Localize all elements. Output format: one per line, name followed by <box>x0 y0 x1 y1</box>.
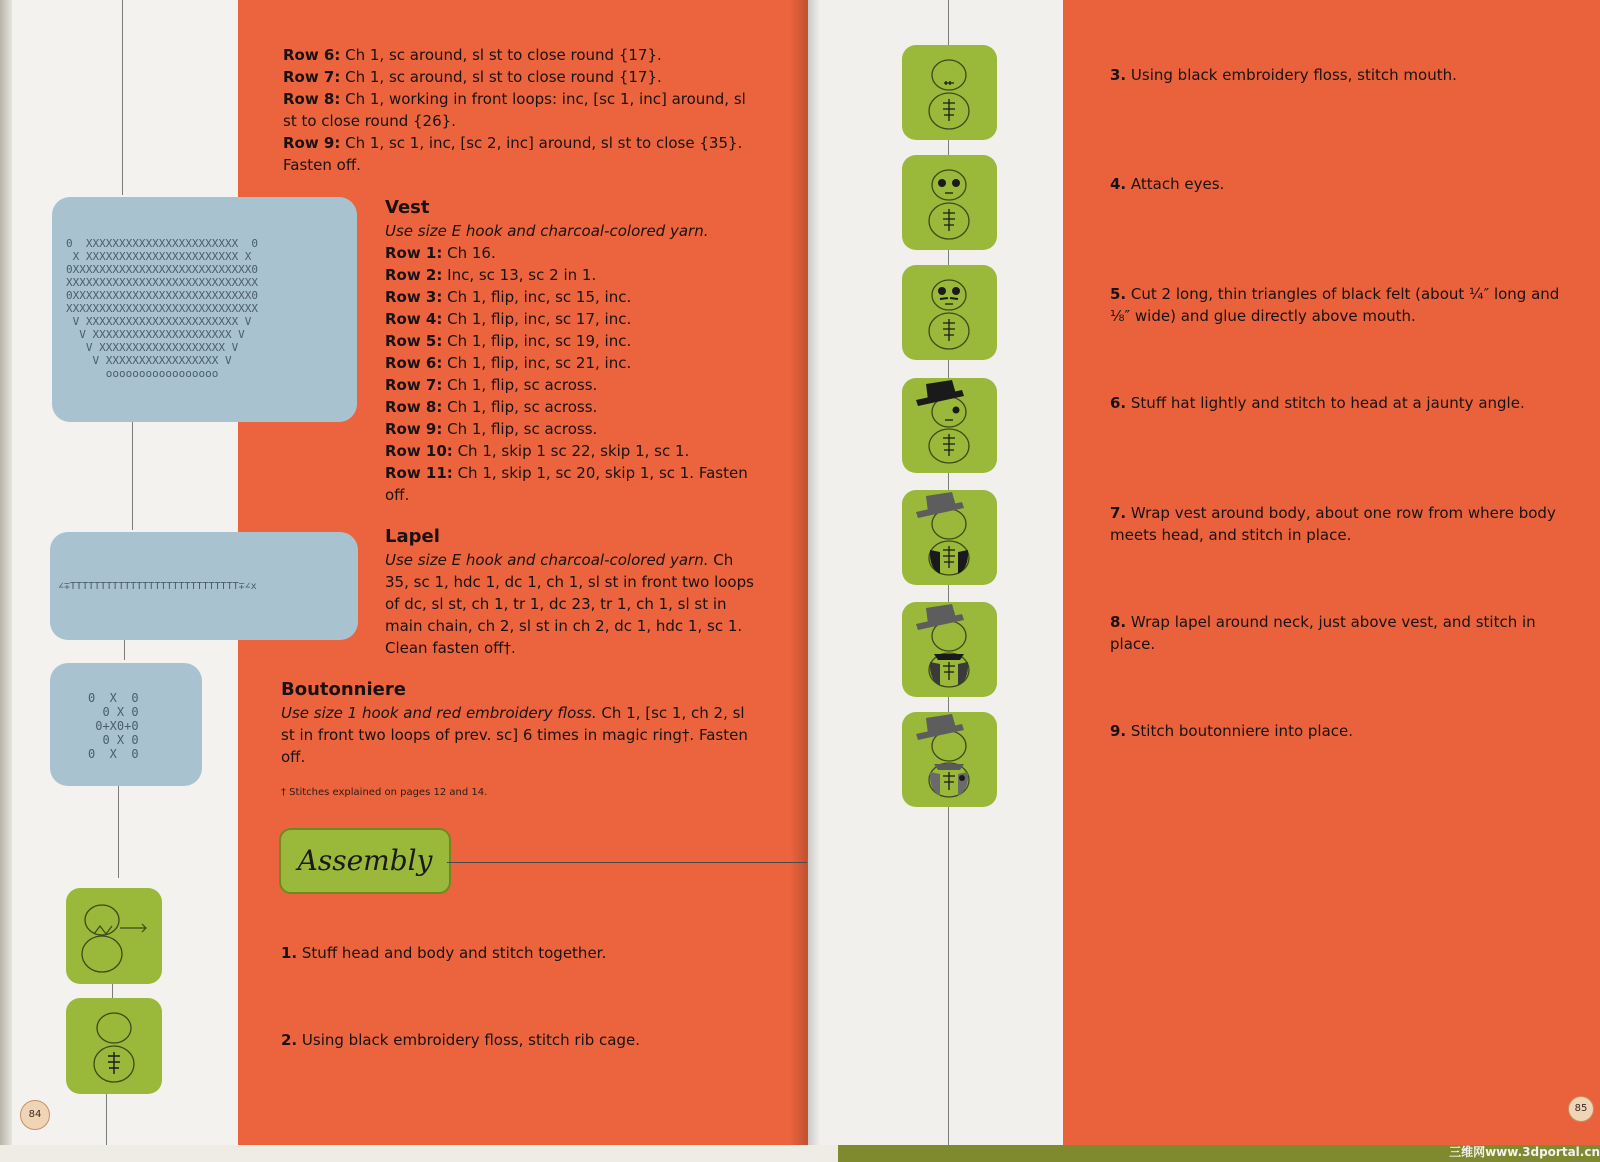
doll-felt-icon <box>902 265 997 360</box>
pattern-row: Row 6: Ch 1, flip, inc, sc 21, inc. <box>385 354 632 372</box>
pattern-row: Row 8: Ch 1, flip, sc across. <box>385 398 598 416</box>
pattern-row: Row 9: Ch 1, sc 1, inc, [sc 2, inc] around, sl st to close {35}. Fasten off. <box>283 134 743 174</box>
doll-vest-icon <box>902 490 997 585</box>
step-illustration-5 <box>902 265 997 360</box>
assembly-step-3: 3. Using black embroidery floss, stitch mouth. <box>1110 66 1457 84</box>
step-illustration-4 <box>902 155 997 250</box>
vest-section <box>385 196 755 506</box>
boutonniere-title: Boutonniere <box>281 679 406 700</box>
step-illustration-1 <box>66 888 162 984</box>
lapel-instructions: Use size E hook and charcoal-colored yarn. Ch 35, sc 1, hdc 1, dc 1, ch 1, sl st in front two loops of dc, sl st, ch 1, tr 1, dc 23, tr 1, ch 1, sl st in main chain, ch 2, sl st in ch 2, dc 1, hdc 1, sc 1. Clean fasten off†. <box>385 551 754 657</box>
assembly-step-6: 6. Stuff hat lightly and stitch to head at a jaunty angle. <box>1110 394 1525 412</box>
pattern-row: Row 3: Ch 1, flip, inc, sc 15, inc. <box>385 288 632 306</box>
vest-title: Vest <box>385 197 430 218</box>
book-edge <box>0 0 12 1145</box>
step-illustration-7 <box>902 490 997 585</box>
doll-ribcage-icon <box>66 998 162 1094</box>
boutonniere-instructions: Use size 1 hook and red embroidery floss. Ch 1, [sc 1, ch 2, sl st in front two loops of prev. sc] 6 times in magic ring†. Fasten off. <box>281 704 748 766</box>
assembly-step-5: 5. Cut 2 long, thin triangles of black felt (about ¼″ long and ⅛″ wide) and glue directly above mouth. <box>1110 285 1560 325</box>
pattern-row: Row 11: Ch 1, skip 1, sc 20, skip 1, sc 1. Fasten off. <box>385 464 748 504</box>
lapel-section <box>385 525 755 659</box>
footnote: † Stitches explained on pages 12 and 14. <box>281 787 488 798</box>
pattern-row: Row 7: Ch 1, flip, sc across. <box>385 376 598 394</box>
step-illustration-2 <box>66 998 162 1094</box>
doll-boutonniere-icon <box>902 712 997 807</box>
lapel-title: Lapel <box>385 526 440 547</box>
book-spine <box>790 0 820 1145</box>
step-illustration-6 <box>902 378 997 473</box>
assembly-step-9: 9. Stitch boutonniere into place. <box>1110 722 1354 740</box>
step-illustration-8 <box>902 602 997 697</box>
step-illustration-9 <box>902 712 997 807</box>
assembly-step-1: 1. Stuff head and body and stitch together. <box>281 944 607 962</box>
boutonniere-chart-panel <box>50 663 202 786</box>
pattern-row: Row 5: Ch 1, flip, inc, sc 19, inc. <box>385 332 632 350</box>
page-number-left: 84 <box>20 1100 50 1130</box>
assembly-step-2: 2. Using black embroidery floss, stitch rib cage. <box>281 1031 640 1049</box>
assembly-step-8: 8. Wrap lapel around neck, just above vest, and stitch in place. <box>1110 613 1536 653</box>
page-number-right: 85 <box>1568 1096 1594 1122</box>
thread-line <box>122 0 123 195</box>
vest-instructions: Use size E hook and charcoal-colored yarn. <box>385 222 709 240</box>
vest-chart-panel <box>52 197 357 422</box>
boutonniere-section <box>281 678 751 804</box>
rows-top-block <box>283 44 753 176</box>
boutonniere-stitch-chart: 0 X 0 0 X 0 0+X0+0 0 X 0 0 X 0 <box>88 691 139 761</box>
assembly-step-7: 7. Wrap vest around body, about one row from where body meets head, and stitch in place. <box>1110 504 1556 544</box>
pattern-row: Row 4: Ch 1, flip, inc, sc 17, inc. <box>385 310 632 328</box>
assembly-thread <box>447 862 807 863</box>
pattern-row: Row 7: Ch 1, sc around, sl st to close round {17}. <box>283 68 662 86</box>
lapel-chart-panel <box>50 532 358 640</box>
step-illustration-3 <box>902 45 997 140</box>
lapel-stitch-chart: ∠∓TTTTTTTTTTTTTTTTTTTTTTTTTTTT∓∠x <box>58 581 257 592</box>
right-page-body <box>1063 0 1600 1145</box>
watermark: 三维网www.3dportal.cn <box>1449 1145 1600 1159</box>
pattern-row: Row 10: Ch 1, skip 1 sc 22, skip 1, sc 1. <box>385 442 690 460</box>
doll-hat-icon <box>902 378 997 473</box>
pattern-row: Row 2: Inc, sc 13, sc 2 in 1. <box>385 266 597 284</box>
assembly-step-4: 4. Attach eyes. <box>1110 175 1225 193</box>
assembly-heading: Assembly <box>297 844 433 877</box>
doll-eyes-icon <box>902 155 997 250</box>
vest-stitch-chart: 0 XXXXXXXXXXXXXXXXXXXXXXX 0 X XXXXXXXXXXXXXXXXXXXXXXX X 0XXXXXXXXXXXXXXXXXXXXXXXXXXX0 XXXXXXXXXXXXXXXXXXXXXXXXXXXXX 0XXXXXXXXXXXXXXXXXXXXXXXXXXX0 XXXXXXXXXXXXXXXXXXXXXXXXXXXXX V XXXXXXXXXXXXXXXXXXXXXXX V V XXXXXXXXXXXXXXXXXXXXX V V XXXXXXXXXXXXXXXXXXX V V XXXXXXXXXXXXXXXXX V ooooooooooooooooo <box>66 237 259 380</box>
pattern-row: Row 6: Ch 1, sc around, sl st to close round {17}. <box>283 46 662 64</box>
thread-line <box>132 420 133 530</box>
pattern-row: Row 1: Ch 16. <box>385 244 496 262</box>
doll-outline-icon <box>66 888 162 984</box>
assembly-label <box>279 828 451 894</box>
pattern-row: Row 8: Ch 1, working in front loops: inc, [sc 1, inc] around, sl st to close round {26}. <box>283 90 746 130</box>
doll-lapel-icon <box>902 602 997 697</box>
pattern-row: Row 9: Ch 1, flip, sc across. <box>385 420 598 438</box>
doll-mouth-icon <box>902 45 997 140</box>
